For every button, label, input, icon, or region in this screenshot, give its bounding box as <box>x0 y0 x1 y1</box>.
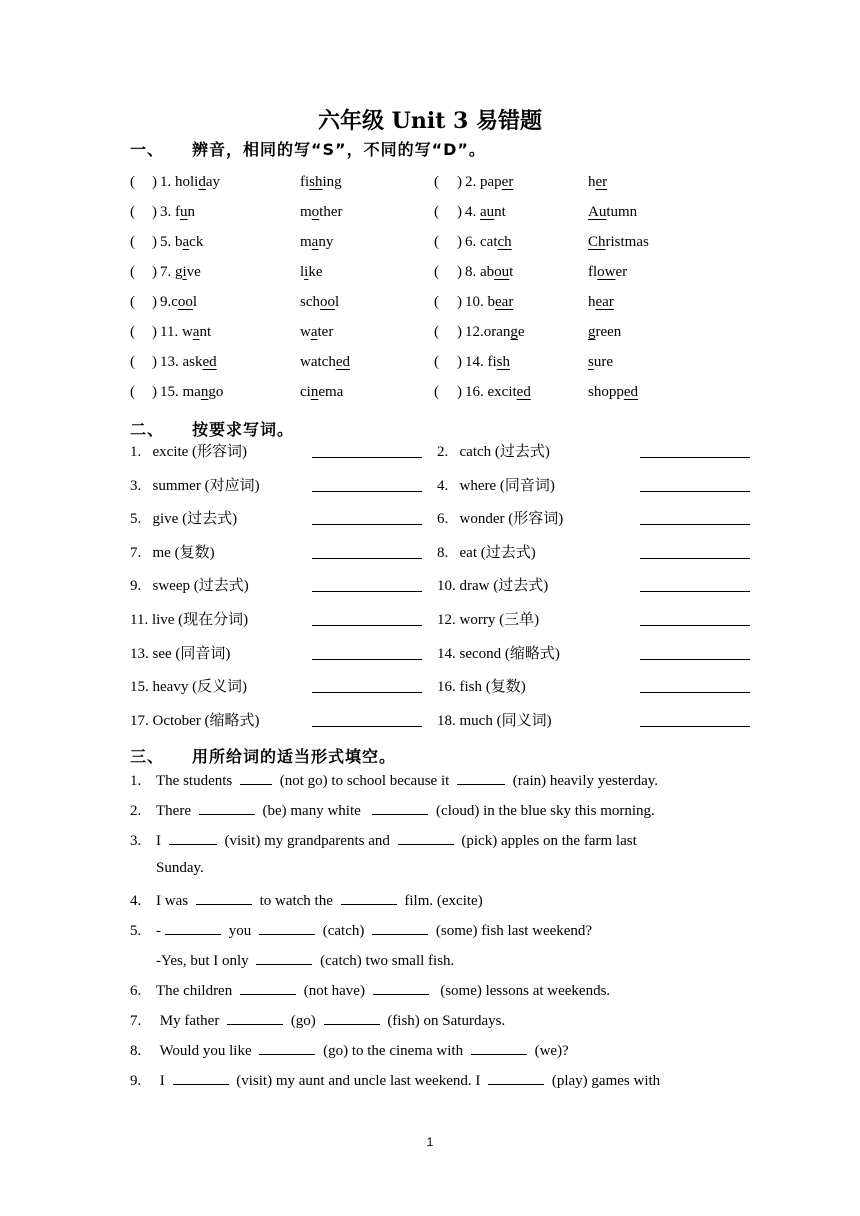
sentence-text: to watch the <box>255 893 337 909</box>
answer-blank <box>312 490 422 492</box>
section1-heading <box>130 137 486 160</box>
word: 5. back <box>160 234 204 250</box>
paren-right: ) <box>152 234 157 250</box>
sentence-text: I was <box>156 893 192 909</box>
answer-blank <box>640 557 750 559</box>
item-number: 3. <box>130 833 142 849</box>
word-prompt: 14. second (缩略式) <box>437 645 560 662</box>
word: 2. paper <box>465 174 514 190</box>
fill-blank <box>471 1040 527 1055</box>
sentence-text: (pick) apples on the farm last <box>457 833 637 849</box>
section3-heading-text: 用所给词的适当形式填空。 <box>192 747 397 766</box>
word: many <box>300 234 334 250</box>
item-number: 2. <box>130 803 142 819</box>
page-number: 1 <box>426 1135 434 1149</box>
section2-heading-text: 按要求写词。 <box>192 420 295 439</box>
sentence-text: (not go) to school because it <box>276 773 454 789</box>
underlined-letters: ow <box>597 264 616 280</box>
item-number: 8. <box>130 1043 142 1059</box>
word: 7. give <box>160 264 201 280</box>
answer-blank <box>312 523 422 525</box>
paren-left: ( <box>130 174 135 190</box>
word-prompt: 1. excite (形容词) <box>130 444 248 460</box>
word: 11. want <box>160 324 212 340</box>
word: 15. mango <box>160 384 224 400</box>
underlined-letters: ear <box>495 294 514 310</box>
word: Christmas <box>588 234 649 250</box>
answer-blank <box>312 456 422 458</box>
word-prompt: 2. catch (过去式) <box>437 444 550 460</box>
sentence-text: (fish) on Saturdays. <box>383 1013 506 1029</box>
sentence-text: you <box>225 923 255 939</box>
sentence-text: The children <box>156 983 236 999</box>
sentence-line <box>130 920 730 940</box>
fill-blank <box>169 830 217 845</box>
paren-right: ) <box>457 354 462 370</box>
underlined-letters: Au <box>588 204 607 220</box>
word: hear <box>588 294 614 310</box>
word: water <box>300 324 334 340</box>
word: fishing <box>300 174 342 190</box>
fill-blank <box>196 890 252 905</box>
fill-blank <box>457 770 505 785</box>
fill-blank <box>256 950 312 965</box>
sentence-text: (go) <box>287 1013 320 1029</box>
fill-blank <box>488 1070 544 1085</box>
word-prompt: 8. eat (过去式) <box>437 544 536 561</box>
word: 14. fish <box>465 354 511 370</box>
answer-blank <box>640 490 750 492</box>
sentence-line <box>130 830 730 850</box>
word-prompt: 15. heavy (反义词) <box>130 679 248 696</box>
sentence-text: (catch) <box>319 923 369 939</box>
fill-blank <box>165 920 221 935</box>
answer-blank <box>640 658 750 660</box>
paren-right: ) <box>152 294 157 310</box>
underlined-letters: a <box>182 234 190 250</box>
word: 12.orange <box>465 324 525 340</box>
underlined-letters: ou <box>494 264 510 280</box>
sentence-text: My father <box>156 1013 224 1029</box>
underlined-letters: i <box>304 264 309 280</box>
sentence-text: (go) to the cinema with <box>319 1043 467 1059</box>
sentence-text: (be) many white <box>258 803 369 819</box>
sentence-text: (visit) my aunt and uncle last weekend. I <box>232 1073 485 1089</box>
word: like <box>300 264 323 280</box>
paren-left: ( <box>434 204 439 220</box>
sentence-text: -Yes, but I only <box>156 953 253 969</box>
sentence-line <box>130 950 730 970</box>
sentence-text: - <box>156 923 161 939</box>
underlined-letters: oo <box>320 294 335 310</box>
paren-right: ) <box>457 294 462 310</box>
fill-blank <box>341 890 397 905</box>
paren-right: ) <box>152 204 157 220</box>
paren-right: ) <box>152 354 157 370</box>
paren-right: ) <box>457 324 462 340</box>
underlined-letters: o <box>311 204 320 220</box>
sentence-text: Would you like <box>156 1043 256 1059</box>
fill-blank <box>372 800 428 815</box>
answer-blank <box>312 590 422 592</box>
sentence-text: Sunday. <box>156 860 204 876</box>
word-prompt: 18. much (同义词) <box>437 712 552 729</box>
sentence-text: (catch) two small fish. <box>316 953 455 969</box>
paren-right: ) <box>457 234 462 250</box>
answer-blank <box>312 658 422 660</box>
sentence-line <box>130 800 730 820</box>
paren-left: ( <box>130 234 135 250</box>
word: 4. aunt <box>465 204 506 220</box>
underlined-letters: ed <box>516 384 531 400</box>
sentence-text: I <box>156 833 165 849</box>
underlined-letters: ed <box>623 384 639 400</box>
word: watched <box>300 354 350 370</box>
section2-heading <box>130 417 294 440</box>
word-prompt: 16. fish (复数) <box>437 679 526 696</box>
word: 16. excited <box>465 384 531 400</box>
word: shopped <box>588 384 639 400</box>
sentence-line <box>130 1010 730 1030</box>
paren-left: ( <box>130 384 135 400</box>
word-prompt: 11. live (现在分词) <box>130 612 249 628</box>
answer-blank <box>640 691 750 693</box>
word: mother <box>300 204 343 220</box>
sentence-text: The students <box>156 773 236 789</box>
word: 8. about <box>465 264 514 280</box>
paren-right: ) <box>457 204 462 220</box>
paren-left: ( <box>434 174 439 190</box>
paren-right: ) <box>457 384 462 400</box>
sentence-text: (some) fish last weekend? <box>432 923 593 939</box>
underlined-letters: er <box>501 174 514 190</box>
sentence-text: (some) lessons at weekends. <box>432 983 611 999</box>
sentence-text: (cloud) in the blue sky this morning. <box>432 803 655 819</box>
paren-left: ( <box>130 324 135 340</box>
paren-left: ( <box>130 264 135 280</box>
word: 10. bear <box>465 294 514 310</box>
section3-number: 三、 <box>130 747 165 766</box>
paren-right: ) <box>152 264 157 280</box>
underlined-letters: ed <box>202 354 217 370</box>
section1-number: 一、 <box>130 140 165 159</box>
item-number: 4. <box>130 893 142 909</box>
underlined-letters: Ch <box>588 234 606 250</box>
sentence-text: (rain) heavily yesterday. <box>509 773 659 789</box>
word: school <box>300 294 340 310</box>
paren-right: ) <box>152 384 157 400</box>
underlined-letters: er <box>595 174 608 190</box>
fill-blank <box>259 920 315 935</box>
section2-number: 二、 <box>130 420 165 439</box>
paren-right: ) <box>457 174 462 190</box>
fill-blank <box>199 800 255 815</box>
item-number: 1. <box>130 773 142 789</box>
word: green <box>588 324 622 340</box>
paren-left: ( <box>130 294 135 310</box>
word-prompt: 9. sweep (过去式) <box>130 578 249 595</box>
underlined-letters: sh <box>309 174 323 190</box>
paren-left: ( <box>130 354 135 370</box>
fill-blank <box>398 830 454 845</box>
underlined-letters: oo <box>177 294 193 310</box>
item-number: 6. <box>130 983 142 999</box>
answer-blank <box>640 590 750 592</box>
fill-blank <box>173 1070 229 1085</box>
word: her <box>588 174 608 190</box>
sentence-line <box>130 1070 730 1090</box>
fill-blank <box>372 920 428 935</box>
sentence-text: I <box>156 1073 169 1089</box>
paren-left: ( <box>434 384 439 400</box>
underlined-letters: g <box>510 324 518 340</box>
paren-left: ( <box>434 294 439 310</box>
sentence-text: (we)? <box>530 1043 569 1059</box>
item-number: 5. <box>130 923 142 939</box>
word-prompt: 13. see (同音词) <box>130 645 231 662</box>
word: 1. holiday <box>160 174 221 190</box>
paren-right: ) <box>152 324 157 340</box>
paren-left: ( <box>434 324 439 340</box>
sentence-text: film. (excite) <box>400 893 483 909</box>
underlined-letters: a <box>192 324 200 340</box>
fill-blank <box>227 1010 283 1025</box>
answer-blank <box>312 624 422 626</box>
fill-blank <box>373 980 429 995</box>
word: Autumn <box>588 204 638 220</box>
paren-right: ) <box>457 264 462 280</box>
underlined-letters: sh <box>496 354 511 370</box>
underlined-letters: au <box>480 204 495 220</box>
underlined-letters: a <box>311 234 319 250</box>
sentence-line <box>130 1040 730 1060</box>
section3-heading <box>130 744 396 767</box>
fill-blank <box>240 980 296 995</box>
word-prompt: 6. wonder (形容词) <box>437 511 564 528</box>
underlined-letters: g <box>588 324 596 340</box>
section1-heading-text: 辨音，相同的写“S”，不同的写“D”。 <box>192 140 486 159</box>
sentence-line <box>130 860 730 877</box>
word-prompt: 5. give (过去式) <box>130 511 238 528</box>
underlined-letters: ed <box>335 354 350 370</box>
underlined-letters: i <box>182 264 187 280</box>
underlined-letters: a <box>310 324 318 340</box>
answer-blank <box>312 725 422 727</box>
item-number: 9. <box>130 1073 142 1089</box>
word-prompt: 17. October (缩略式) <box>130 712 260 729</box>
word: cinema <box>300 384 344 400</box>
underlined-letters: u <box>180 204 188 220</box>
word: 9.cool <box>160 294 198 310</box>
paren-left: ( <box>130 204 135 220</box>
underlined-letters: ear <box>595 294 614 310</box>
paren-left: ( <box>434 264 439 280</box>
page-title: 六年级 Unit 3 易错题 <box>318 108 542 134</box>
underlined-letters: n <box>200 384 209 400</box>
underlined-letters: n <box>310 384 319 400</box>
word: sure <box>588 354 613 370</box>
word: 13. asked <box>160 354 217 370</box>
word: flower <box>588 264 628 280</box>
answer-blank <box>640 624 750 626</box>
paren-left: ( <box>434 354 439 370</box>
paren-right: ) <box>152 174 157 190</box>
word-prompt: 7. me (复数) <box>130 544 215 561</box>
underlined-letters: ch <box>497 234 512 250</box>
word: 6. catch <box>465 234 512 250</box>
item-number: 7. <box>130 1013 142 1029</box>
sentence-line <box>130 980 730 1000</box>
sentence-text: (visit) my grandparents and <box>220 833 394 849</box>
word-prompt: 12. worry (三单) <box>437 612 540 628</box>
fill-blank <box>259 1040 315 1055</box>
answer-blank <box>312 557 422 559</box>
word-prompt: 3. summer (对应词) <box>130 477 260 494</box>
underlined-letters: s <box>588 354 594 370</box>
fill-blank <box>240 770 272 785</box>
sentence-line <box>130 890 730 910</box>
paren-left: ( <box>434 234 439 250</box>
word-prompt: 10. draw (过去式) <box>437 578 549 595</box>
sentence-text: (play) games with <box>548 1073 661 1089</box>
sentence-text: There <box>156 803 195 819</box>
answer-blank <box>640 456 750 458</box>
word: 3. fun <box>160 204 195 220</box>
answer-blank <box>312 691 422 693</box>
sentence-line <box>130 770 730 790</box>
answer-blank <box>640 725 750 727</box>
fill-blank <box>324 1010 380 1025</box>
word-prompt: 4. where (同音词) <box>437 477 555 494</box>
underlined-letters: d <box>198 174 206 190</box>
answer-blank <box>640 523 750 525</box>
sentence-text: (not have) <box>299 983 369 999</box>
